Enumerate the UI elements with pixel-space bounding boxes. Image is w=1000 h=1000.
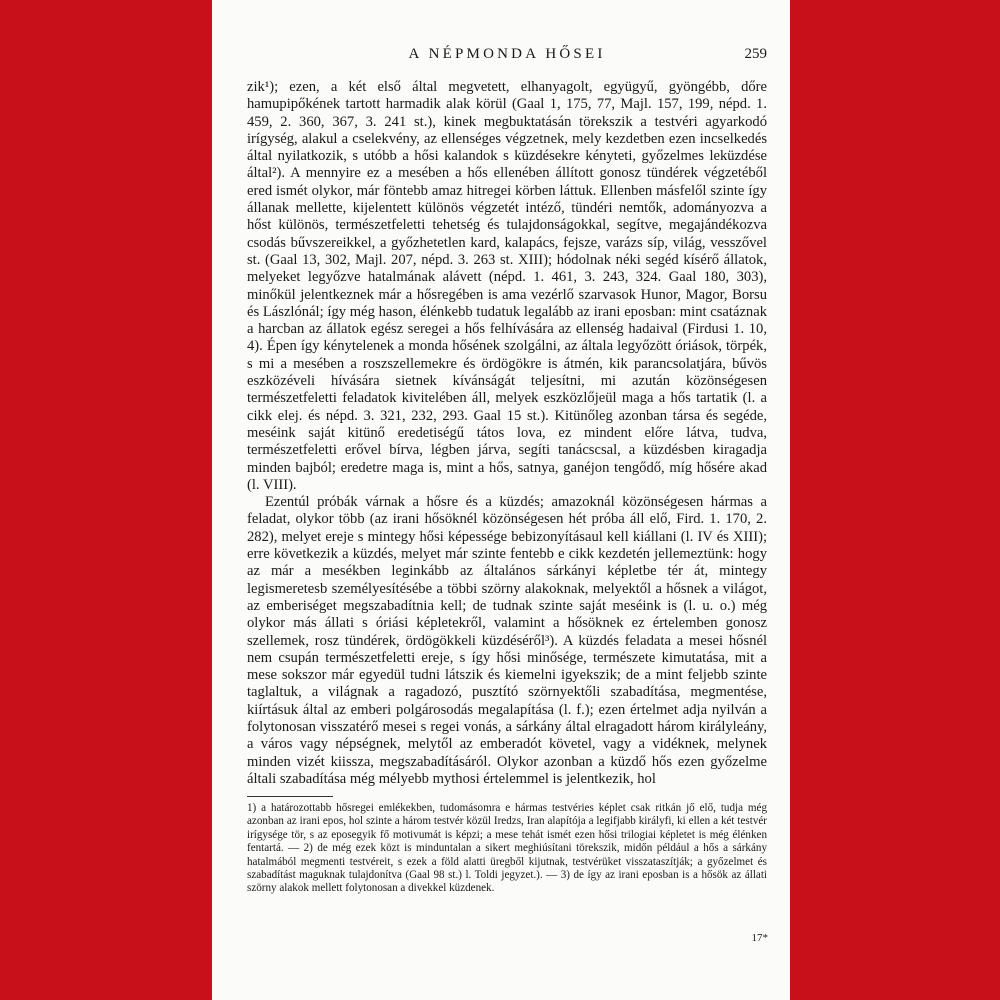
paragraph-1: zik¹); ezen, a két első által megvetett, elhanyagolt, együgyű, gyöngébb, dőre hamupipőkének tartott harmadik alak körül (Gaal 1, 175, 77, Majl. 157, 199, népd. 1. 459, 2. 360, 367, 3. 241 st.), kinek megbuktatásán törekszik a testvéri agyarkodó irígység, alakul a cselekvény, az ellenséges végzetnek, mely kezdetben ezen incselkedés által nyilatkozik, s utóbb a hősi kalandok s küzdésekre kényteti, győzelmes leküzdése által²). A mennyire ez a mesében a hős ellenében állított gonosz tündérek végzetéből ered ismét olykor, már föntebb amaz hitregei körben láttuk. Ellenben másfelől szinte így állanak mellette, kijelentett különös végzetét intéző, tündéri nemtők, adományozva a hőst különös, természetfeletti tehetség és tulajdonságokkal, segítve, megajándékozva csodás bűvszereikkel, a győzhetetlen kard, kalapács, fejsze, varázs síp, világ, vesszővel st. (Gaal 13, 302, Majl. 207, népd. 3. 263 st. XIII); hódolnak néki segéd kísérő állatok, melyeket legyőzve hatalmának alávett (népd. 1. 461, 3. 243, 324. Gaal 180, 303), minőkül jelentkeznek már a hősregében is ama vezérlő szarvasok Hunor, Magor, Borsu és Lászlónál; így még hason, élénkebb tudatuk legalább az irani eposban: mint csatáznak a harcban az állatok egész seregei a hős felhívására az ellenség hadaival (Firdusi 1. 10, 4). Épen így kénytelenek a monda hősének szolgálni, az általa legyőzött óriások, törpék, s mi a mesében a roszszellemekre és ördögökre is átmén, kik parancsolatjára, bűvös eszközéveli hívására sietnek kívánságát teljesítni, mi azután közönségesen természetfeletti feladatok kivitelében áll, melyek eszközlőjeül maga a hős tartatik (l. a cikk elej. és népd. 3. 321, 232, 293. Gaal 15 st.). Kitünőleg azonban társa és segéde, meséink saját kitünő eredetiségű tátos lova, ez mindent előre látva, tudva, természetfeletti erővel bírva, légben járva, segíti tanácscsal, a küzdésben kiragadja minden bajból; eredetre maga is, mint a hős, satnya, ganéjon tengődő, míg hősére akad (l. VIII). bbox=[247, 79, 767, 493]
footnote-text: 1) a határozottabb hősregei emlékekben, tudomásomra e hármas testvéries képlet csak ritkán jő elő, tudja még azonban az irani epos, hol szinte a három testvér közül Iredzs, Iran alapítója a legifjabb királyfi, ki ellen a két testvér irígysége tör, s az eposegyik fő motivumát is képzi; a mese tehát ismét ezen hősi trilogiai képletet is még élénken fentartá. — 2) de még ezek közt is minduntalan a sikert meghiúsítani törekszik, midőn például a hős a sárkány hatalmából megmenti testvéreit, s ezek a föld alatti üregből kijutnak, testvérüket visszataszítják; a győzelmet és szabadítást maguknak tulajdonítva (Gaal 98 st.) l. Toldi jegyzet.). — 3) de így az irani eposban is a hősök az állati szörny alakok mellett folytonosan a divekkel küzdenek. bbox=[247, 802, 767, 895]
running-head bbox=[247, 46, 767, 70]
book-page bbox=[212, 0, 790, 1000]
signature-mark: 17* bbox=[751, 932, 768, 944]
body-text bbox=[247, 79, 767, 788]
page-number: 259 bbox=[744, 46, 767, 62]
footnotes bbox=[247, 802, 767, 896]
running-title: A NÉPMONDA HŐSEI bbox=[408, 46, 606, 62]
footnote-divider bbox=[247, 796, 333, 797]
paragraph-2: Ezentúl próbák várnak a hősre és a küzdés; amazoknál közönségesen hármas a feladat, olykor több (az irani hősöknél közönségesen hét próba áll elő, Fird. 1. 170, 2. 282), melyet ereje s mintegy hősi képessége bebizonyításaul kell kiállani (l. IV és XIII); erre következik a küzdés, melyet már szinte fentebb e cikk kezdetén jellemeztünk: hogy az már a mesékben leginkább az általános sárkányi képletbe tér át, mintegy legismeretesb személyesítésébe a többi szörny alakoknak, melyektől a hősnek a világot, az emberiséget megszabadítnia kell; de tudnak szinte saját meséink is (l. u. o.) még olykor más állati s óriási képletekről, valamint a hősöknek ez értelemben gonosz szellemek, rosz tündérek, ördögökkeli küzdéséről³). A küzdés feladata a mesei hősnél nem csupán természetfeletti ereje, s így hősi minősége, természete kimutatása, mit a mese sokszor már egyedül tudni látszik és kiemelni igyekszik; de a mint feljebb szinte taglaltuk, a világnak a ragadozó, pusztító szörnyektőli szabadítása, megmentése, kiírtásuk által az emberi polgárosodás megalapítása (l. f.); ezen értelmet adja nyilván a folytonosan visszatérő mesei s regei vonás, a sárkány által elragadott három királyleány, a város vagy népségnek, melytől az emberadót követel, vagy a vidéknek, melynek minden vizét kiissza, megszabadításáról. Olykor azonban a küzdő hős ezen győzelme általi szabadítása még mélyebb mythosi értelemmel is jelentkezik, hol bbox=[247, 494, 767, 787]
